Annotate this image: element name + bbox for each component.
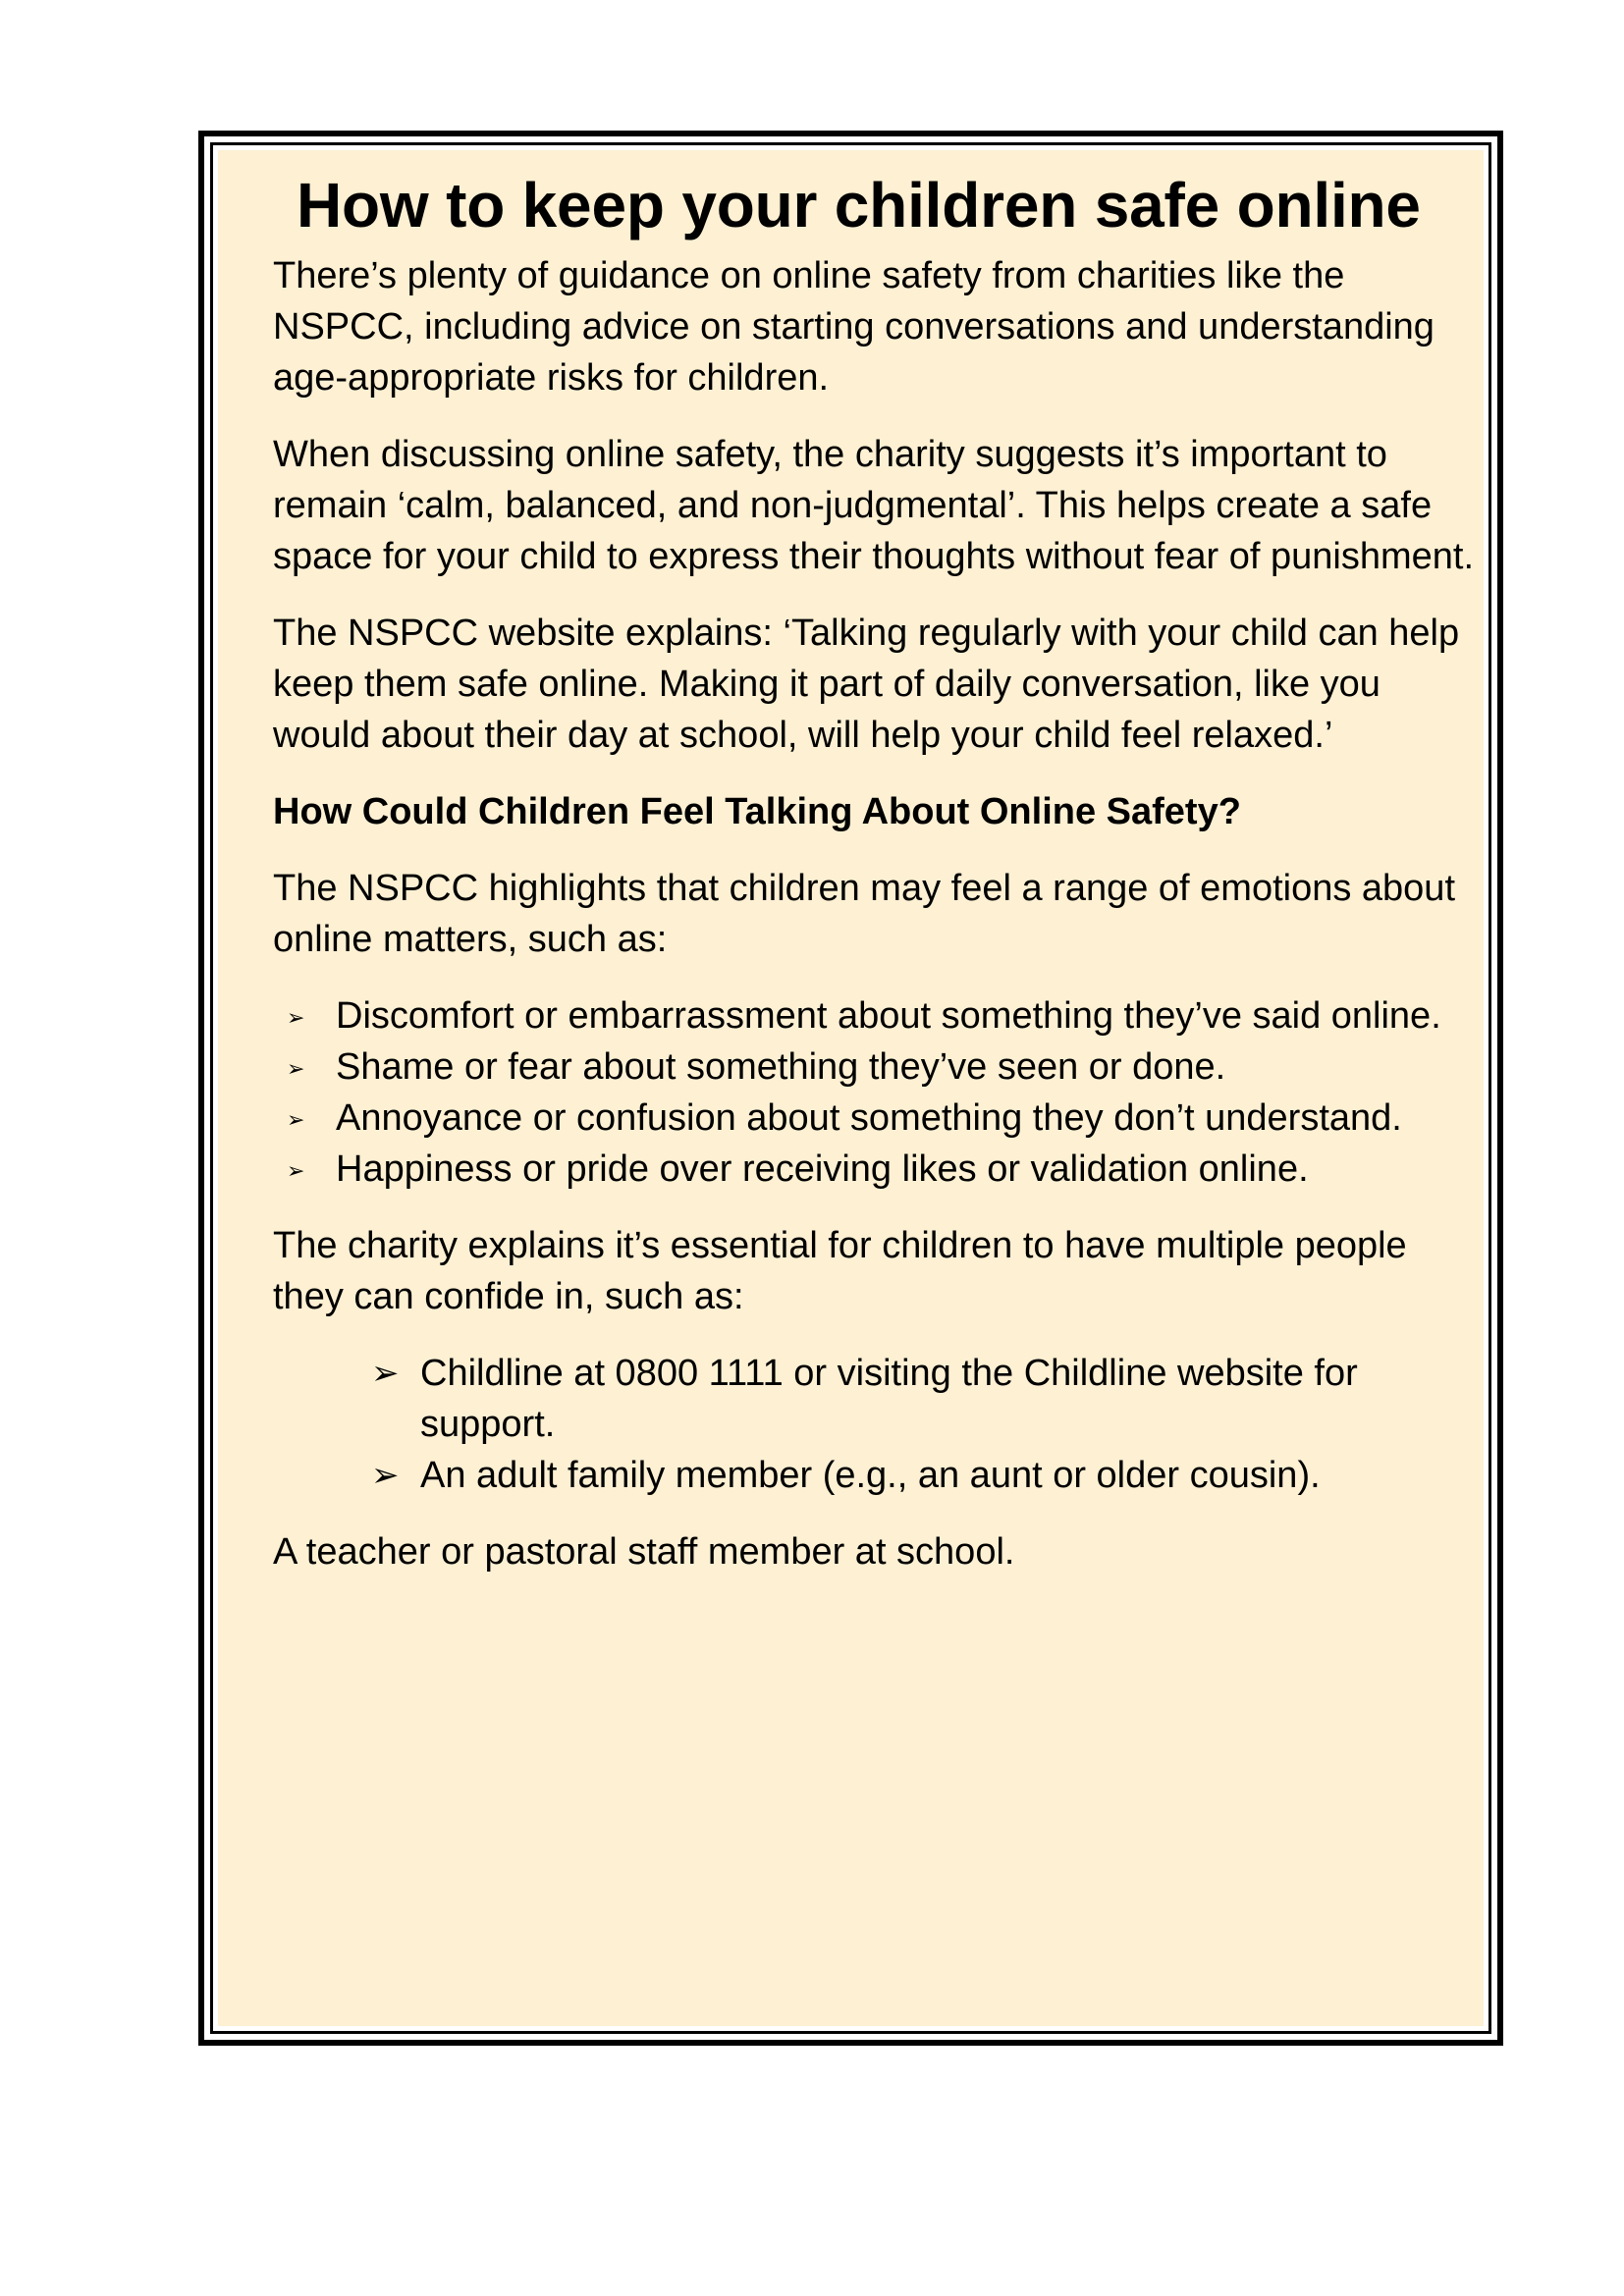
outer-border bbox=[198, 131, 1503, 2046]
page-title: How to keep your children safe online bbox=[297, 170, 1421, 240]
arrow-bullet-icon: ➢ bbox=[371, 1457, 400, 1494]
arrow-bullet-icon: ➢ bbox=[287, 1056, 305, 1081]
section-heading: How Could Children Feel Talking About Online Safety? bbox=[273, 791, 1241, 832]
arrow-bullet-icon: ➢ bbox=[371, 1355, 400, 1392]
nspcc-quote-paragraph: The NSPCC website explains: ‘Talking regularly with your child can help keep them safe online. Making it part of daily conversation, like you would about their day at school, will help your child feel relaxed.’ bbox=[273, 613, 1460, 756]
arrow-bullet-icon: ➢ bbox=[287, 1107, 305, 1132]
closing-paragraph: A teacher or pastoral staff member at school. bbox=[273, 1531, 1015, 1573]
arrow-bullet-icon: ➢ bbox=[287, 1005, 305, 1030]
article bbox=[273, 160, 1484, 1577]
list-item: ➢ Childline at 0800 1111 or visiting the Childline website for support. bbox=[371, 1348, 1484, 1450]
arrow-bullet-icon: ➢ bbox=[287, 1158, 305, 1183]
list-item: ➢ Annoyance or confusion about something they don’t understand. bbox=[273, 1093, 1484, 1144]
list-item: ➢ Happiness or pride over receiving likes or validation online. bbox=[273, 1144, 1484, 1195]
emotions-intro-paragraph: The NSPCC highlights that children may feel a range of emotions about online matters, such as: bbox=[273, 868, 1455, 960]
confide-intro-paragraph: The charity explains it’s essential for children to have multiple people they can confide in, such as: bbox=[273, 1225, 1407, 1317]
list-item: ➢ Discomfort or embarrassment about something they’ve said online. bbox=[273, 990, 1484, 1041]
confidants-list bbox=[371, 1348, 1484, 1501]
intro-paragraph: There’s plenty of guidance on online safety from charities like the NSPCC, including advice on starting conversations and understanding age-appropriate risks for children. bbox=[273, 255, 1435, 399]
list-item: ➢ An adult family member (e.g., an aunt or older cousin). bbox=[371, 1450, 1484, 1501]
content-panel bbox=[218, 150, 1484, 2026]
emotions-list bbox=[273, 990, 1484, 1195]
list-item: ➢ Shame or fear about something they’ve seen or done. bbox=[273, 1041, 1484, 1093]
calm-advice-paragraph: When discussing online safety, the charity suggests it’s important to remain ‘calm, balanced, and non-judgmental’. This helps create a safe space for your child to express their thoughts without fear of punishment. bbox=[273, 434, 1474, 577]
inner-border bbox=[210, 142, 1491, 2034]
